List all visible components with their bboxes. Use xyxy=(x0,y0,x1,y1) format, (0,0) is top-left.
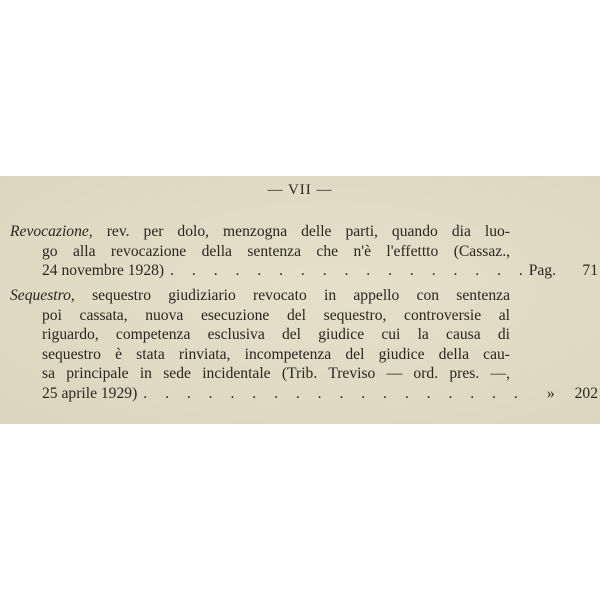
leader-dots xyxy=(170,261,523,281)
entry-last-line xyxy=(10,384,598,404)
index-entry-sequestro xyxy=(10,286,598,403)
entry-text: poi cassata, nuova esecuzione del sequestro, controversie al xyxy=(42,306,510,324)
entry-text: go alla revocazione della sentenza che n'è l'effettto (Cassaz., xyxy=(42,242,510,260)
entry-text: sa principale in sede incidentale (Trib. Treviso — ord. pres. —, xyxy=(42,365,510,382)
page-reference-label: » xyxy=(546,384,555,402)
entry-term: Sequestro, xyxy=(10,287,75,304)
entry-text: sequestro giudiziario revocato in appello con sentenza xyxy=(92,287,510,304)
entry-text: riguardo, competenza esclusiva del giudice cui la causa di xyxy=(42,326,510,343)
page-number: — VII — xyxy=(267,182,333,198)
index-entry-revocazione xyxy=(10,222,598,281)
entry-text: sequestro è stata rinviata, incompetenza del giudice della cau- xyxy=(42,345,510,363)
entry-text: 24 novembre 1928) xyxy=(42,262,165,279)
entry-text: rev. per dolo, menzogna delle parti, quando dia luo- xyxy=(106,223,511,240)
page-reference-number: 202 xyxy=(574,384,598,402)
entry-text: 25 aprile 1929) xyxy=(42,384,138,402)
entry-first-line xyxy=(10,222,510,242)
entry-term: Revocazione, xyxy=(10,223,93,240)
leader-dots xyxy=(143,384,528,404)
entry-last-line xyxy=(10,261,598,281)
page-reference xyxy=(529,261,598,281)
page-reference-number: 71 xyxy=(582,262,598,279)
entry-first-line xyxy=(10,286,510,306)
page-reference xyxy=(535,384,598,404)
page-reference-label: Pag. xyxy=(528,262,556,279)
